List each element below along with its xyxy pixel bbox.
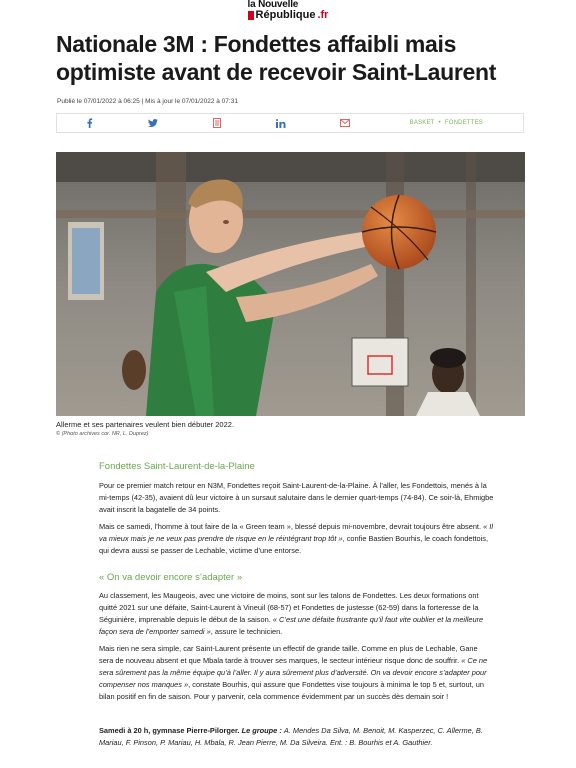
paragraph-4-quote: « Ce ne sera sûrement pas la même équipe qu’à l’aller. Il y aura sûrement plus d’adversité. On va devoir encore s’adapter pour compenser nos manques » bbox=[99, 656, 488, 689]
section-title-2: « On va devoir encore s’adapter » bbox=[99, 572, 243, 583]
share-twitter-button[interactable] bbox=[121, 114, 185, 132]
paragraph-4 bbox=[99, 643, 494, 703]
paragraph-2-end: , confie Bastien Bourhis, le coach fondettois, qui devra aussi se passer de Lechable, victime d’une entorse. bbox=[99, 534, 489, 555]
article-photo bbox=[56, 152, 525, 416]
linkedin-icon bbox=[276, 119, 286, 128]
share-linkedin-button[interactable] bbox=[249, 114, 313, 132]
share-print-button[interactable] bbox=[185, 114, 249, 132]
section-title-1: Fondettes Saint-Laurent-de-la-Plaine bbox=[99, 461, 255, 472]
paragraph-3 bbox=[99, 590, 494, 638]
tag-basket[interactable]: BASKET bbox=[409, 120, 435, 126]
basketball-player-photo bbox=[56, 152, 525, 416]
paragraph-2-text: Mais ce samedi, l’homme à tout faire de la « Green team », blessé depuis mi-novembre, devrait toujours être absent. bbox=[99, 522, 482, 531]
article-title: Nationale 3M : Fondettes affaibli mais optimiste avant de recevoir Saint-Laurent bbox=[56, 31, 497, 85]
paragraph-4-text: Mais rien ne sera simple, car Saint-Laurent présente un effectif de grande taille. Comme en plus de Lechable, Gane sera de nouveau absent et que Mbala tarde à trouver ses marques, le secteur intérieur risque donc de souffrir. bbox=[99, 644, 478, 665]
paragraph-3-text: Au classement, les Maugeois, avec une victoire de moins, sont sur les talons de Fondettes. Les deux formations ont quitté 2021 sur une défaite, Saint-Laurent à Vineuil (68-57) et Fondettes de justesse (62-59) dans la forteresse de la Séguinière, imprenable depuis le début de la saison. bbox=[99, 591, 479, 624]
twitter-icon bbox=[148, 119, 158, 127]
tag-fondettes[interactable]: FONDETTES bbox=[444, 120, 483, 126]
logo-line-2: République bbox=[255, 9, 316, 21]
facebook-icon bbox=[86, 118, 93, 128]
paragraph-5 bbox=[99, 725, 494, 749]
photo-credit: © (Photo archives cor. NR, L. Duprez) bbox=[56, 431, 149, 437]
photo-caption: Allerme et ses partenaires veulent bien débuter 2022. bbox=[56, 420, 235, 429]
paragraph-4-end: , constate Bourhis, qui assure que Fondettes vise toujours à minima le top 5 et, surtout, un bilan positif en fin de saison. Pour y parvenir, cela commence évidemment par un succès dès demain soir ! bbox=[99, 680, 484, 701]
paragraph-2 bbox=[99, 521, 494, 557]
group-list: A. Mendes Da Silva, M. Benoit, M. Kasperzec, C. Allerme, B. Mariau, F. Pinson, P. Mariau, H. Mbala, R. Jean Pierre, M. Da Silveira. Ent. : B. Bourhis et A. Gauthier. bbox=[99, 726, 483, 747]
article-dateline: Publié le 07/01/2022 à 06:25 | Mis à jour le 07/01/2022 à 07:31 bbox=[57, 98, 238, 105]
site-logo[interactable] bbox=[0, 0, 576, 26]
logo-line-1: la Nouvelle bbox=[247, 0, 299, 10]
logo-line-2-wrap bbox=[248, 10, 329, 20]
logo-mark-icon bbox=[248, 11, 254, 20]
paragraph-2-quote: « Il va mieux mais je ne veux pas prendre de risque en le réintégrant trop tôt » bbox=[99, 522, 493, 543]
paragraph-3-end: , assure le technicien. bbox=[210, 627, 283, 636]
logo-suffix: .fr bbox=[317, 9, 329, 21]
match-info: Samedi à 20 h, gymnase Pierre-Pilorger. bbox=[99, 726, 240, 735]
print-icon bbox=[213, 118, 221, 128]
email-icon bbox=[340, 119, 350, 127]
share-bar bbox=[56, 113, 524, 133]
share-facebook-button[interactable] bbox=[57, 114, 121, 132]
article-tags bbox=[410, 120, 483, 126]
paragraph-1: Pour ce premier match retour en N3M, Fondettes reçoit Saint-Laurent-de-la-Plaine. À l’aller, les Fondettois, menés à la mi-temps (42-35), avaient dû leur victoire à un sursaut salutaire dans le dernier quart-temps (74-84). Ce soir-là, Ehmigbe avait inscrit la bagatelle de 34 points. bbox=[99, 481, 494, 514]
group-label: Le groupe : bbox=[241, 726, 282, 735]
tag-separator: • bbox=[438, 120, 441, 126]
paragraph-3-quote: « C’est une défaite frustrante qu’il faut vite oublier et la meilleure façon sera de l’emporter samedi » bbox=[99, 615, 484, 636]
share-email-button[interactable] bbox=[313, 114, 377, 132]
